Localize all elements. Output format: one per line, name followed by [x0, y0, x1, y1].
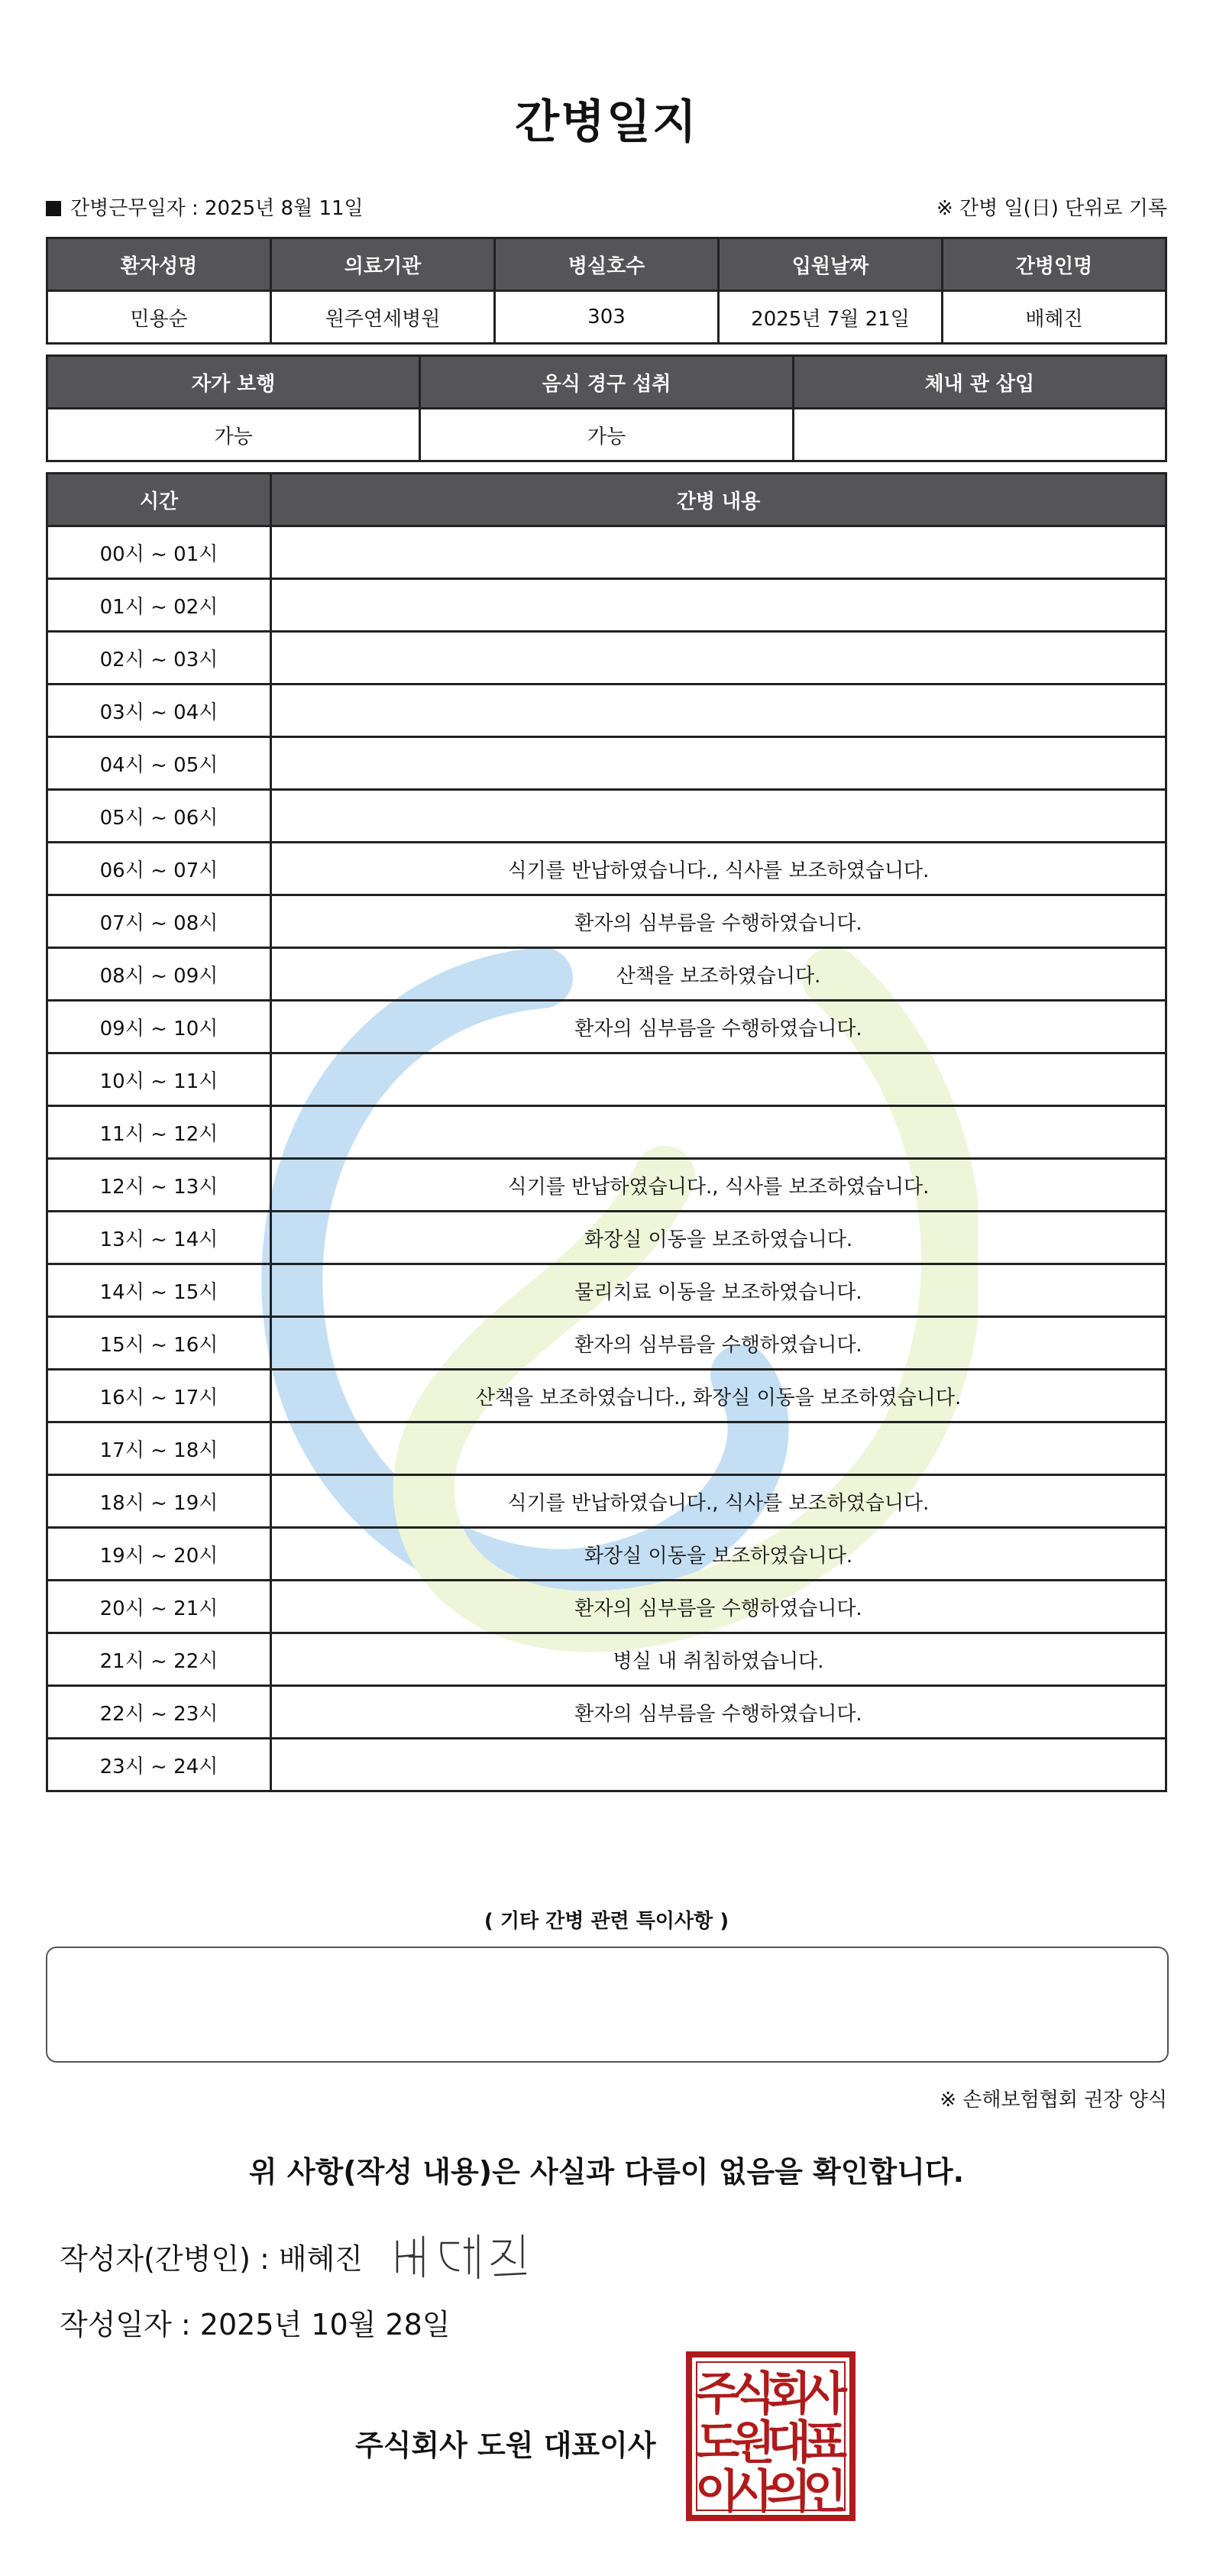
care-content: 화장실 이동을 보조하였습니다. [271, 1212, 1166, 1264]
time-slot: 17시 ~ 18시 [47, 1422, 271, 1475]
table-row [47, 1053, 1166, 1106]
writer-line [60, 2235, 363, 2277]
table-row [47, 790, 1166, 843]
svg-text:사: 사 [803, 2367, 847, 2421]
recommended-format-note: ※ 손해보험협회 권장 양식 [940, 2089, 1167, 2112]
table-row [47, 1212, 1166, 1264]
care-content [271, 790, 1166, 843]
svg-text:인: 인 [803, 2465, 847, 2519]
time-slot: 18시 ~ 19시 [47, 1475, 271, 1528]
time-slot: 01시 ~ 02시 [47, 579, 271, 632]
care-content: 식기를 반납하였습니다., 식사를 보조하였습니다. [271, 843, 1166, 895]
care-content [271, 579, 1166, 632]
svg-text:회: 회 [767, 2367, 811, 2421]
time-slot: 16시 ~ 17시 [47, 1370, 271, 1422]
care-content: 환자의 심부름을 수행하였습니다. [271, 1581, 1166, 1633]
document-title: 간병일지 [515, 95, 698, 149]
header-hospital: 의료기관 [271, 238, 495, 291]
care-date-value: 2025년 8월 11일 [205, 197, 364, 220]
care-content [271, 1422, 1166, 1475]
hourly-care-rows [47, 526, 1166, 1791]
header-patient-name: 환자성명 [47, 238, 271, 291]
patient-info-table [46, 237, 1167, 345]
time-slot: 00시 ~ 01시 [47, 526, 271, 579]
svg-text:의: 의 [767, 2465, 811, 2519]
writer-name: 배혜진 [278, 2242, 363, 2276]
table-row [47, 1739, 1166, 1791]
time-slot: 08시 ~ 09시 [47, 948, 271, 1001]
table-row [47, 948, 1166, 1001]
handwritten-signature [388, 2225, 541, 2286]
header-self-walking: 자가 보행 [47, 356, 420, 409]
svg-text:식: 식 [731, 2367, 775, 2421]
table-row [47, 737, 1166, 790]
care-content: 식기를 반납하였습니다., 식사를 보조하였습니다. [271, 1475, 1166, 1528]
svg-text:원: 원 [731, 2416, 775, 2470]
hospital-name: 원주연세병원 [271, 291, 495, 344]
care-date-line [46, 193, 364, 221]
time-slot: 03시 ~ 04시 [47, 684, 271, 737]
time-slot: 11시 ~ 12시 [47, 1106, 271, 1159]
written-date-label: 작성일자 : [60, 2308, 200, 2341]
time-slot: 05시 ~ 06시 [47, 790, 271, 843]
header-room: 병실호수 [495, 238, 719, 291]
time-slot: 13시 ~ 14시 [47, 1212, 271, 1264]
time-slot: 10시 ~ 11시 [47, 1053, 271, 1106]
care-content: 환자의 심부름을 수행하였습니다. [271, 1686, 1166, 1739]
time-slot: 06시 ~ 07시 [47, 843, 271, 895]
time-slot: 07시 ~ 08시 [47, 895, 271, 948]
self-walking-value: 가능 [47, 409, 420, 461]
header-caregiver: 간병인명 [943, 238, 1166, 291]
time-slot: 12시 ~ 13시 [47, 1159, 271, 1212]
care-content: 산책을 보조하였습니다. [271, 948, 1166, 1001]
table-row [47, 1686, 1166, 1739]
care-content [271, 684, 1166, 737]
time-slot: 02시 ~ 03시 [47, 632, 271, 684]
care-content: 식기를 반납하였습니다., 식사를 보조하였습니다. [271, 1159, 1166, 1212]
table-row [47, 1317, 1166, 1370]
care-content: 환자의 심부름을 수행하였습니다. [271, 1001, 1166, 1053]
record-unit-note: ※ 간병 일(日) 단위로 기록 [936, 197, 1167, 220]
table-row [47, 1159, 1166, 1212]
time-slot: 15시 ~ 16시 [47, 1317, 271, 1370]
confirmation-statement: 위 사항(작성 내용)은 사실과 다름이 없음을 확인합니다. [248, 2155, 965, 2189]
care-content: 산책을 보조하였습니다., 화장실 이동을 보조하였습니다. [271, 1370, 1166, 1422]
header-oral-intake: 음식 경구 섭취 [420, 356, 793, 409]
ability-table [46, 354, 1167, 462]
table-row [47, 1475, 1166, 1528]
care-content: 화장실 이동을 보조하였습니다. [271, 1528, 1166, 1581]
time-slot: 21시 ~ 22시 [47, 1633, 271, 1686]
special-notes-title: ( 기타 간병 관련 특이사항 ) [484, 1910, 729, 1933]
header-care-content: 간병 내용 [271, 474, 1166, 526]
table-row [47, 579, 1166, 632]
care-content [271, 737, 1166, 790]
svg-text:이: 이 [695, 2465, 739, 2519]
written-date-line [60, 2301, 451, 2343]
table-row [47, 1264, 1166, 1317]
table-row [47, 684, 1166, 737]
care-content [271, 1106, 1166, 1159]
care-content: 환자의 심부름을 수행하였습니다. [271, 1317, 1166, 1370]
care-content: 물리치료 이동을 보조하였습니다. [271, 1264, 1166, 1317]
table-row [47, 1528, 1166, 1581]
time-slot: 23시 ~ 24시 [47, 1739, 271, 1791]
company-representative: 주식회사 도원 대표이사 [355, 2429, 656, 2462]
svg-text:도: 도 [695, 2416, 739, 2470]
header-time: 시간 [47, 474, 271, 526]
care-content: 환자의 심부름을 수행하였습니다. [271, 895, 1166, 948]
table-row [47, 1422, 1166, 1475]
svg-text:주: 주 [695, 2367, 739, 2421]
square-bullet-icon [46, 201, 61, 216]
admission-date: 2025년 7월 21일 [719, 291, 943, 344]
svg-text:표: 표 [803, 2416, 847, 2470]
svg-text:사: 사 [731, 2465, 775, 2519]
header-admission-date: 입원날짜 [719, 238, 943, 291]
time-slot: 20시 ~ 21시 [47, 1581, 271, 1633]
time-slot: 04시 ~ 05시 [47, 737, 271, 790]
care-content [271, 1053, 1166, 1106]
room-number: 303 [495, 291, 719, 344]
header-tube-insertion: 체내 관 삽입 [793, 356, 1166, 409]
company-seal-stamp [684, 2350, 857, 2523]
caregiver-name: 배혜진 [943, 291, 1166, 344]
care-content [271, 632, 1166, 684]
table-row [47, 1633, 1166, 1686]
oral-intake-value: 가능 [420, 409, 793, 461]
table-row [47, 1106, 1166, 1159]
patient-name: 민용순 [47, 291, 271, 344]
care-content [271, 526, 1166, 579]
time-slot: 22시 ~ 23시 [47, 1686, 271, 1739]
table-row [47, 1001, 1166, 1053]
table-row [47, 1581, 1166, 1633]
tube-insertion-value [793, 409, 1166, 461]
time-slot: 09시 ~ 10시 [47, 1001, 271, 1053]
table-row [47, 843, 1166, 895]
care-content: 병실 내 취침하였습니다. [271, 1633, 1166, 1686]
svg-text:대: 대 [767, 2416, 811, 2470]
written-date-value: 2025년 10월 28일 [199, 2308, 451, 2341]
table-row [47, 632, 1166, 684]
writer-label: 작성자(간병인) : [60, 2242, 279, 2276]
time-slot: 19시 ~ 20시 [47, 1528, 271, 1581]
table-row [47, 526, 1166, 579]
table-row [47, 1370, 1166, 1422]
care-content [271, 1739, 1166, 1791]
table-row [47, 895, 1166, 948]
special-notes-box [46, 1947, 1169, 2063]
time-slot: 14시 ~ 15시 [47, 1264, 271, 1317]
care-date-label: 간병근무일자 : [70, 197, 205, 220]
hourly-care-table [46, 472, 1167, 1792]
